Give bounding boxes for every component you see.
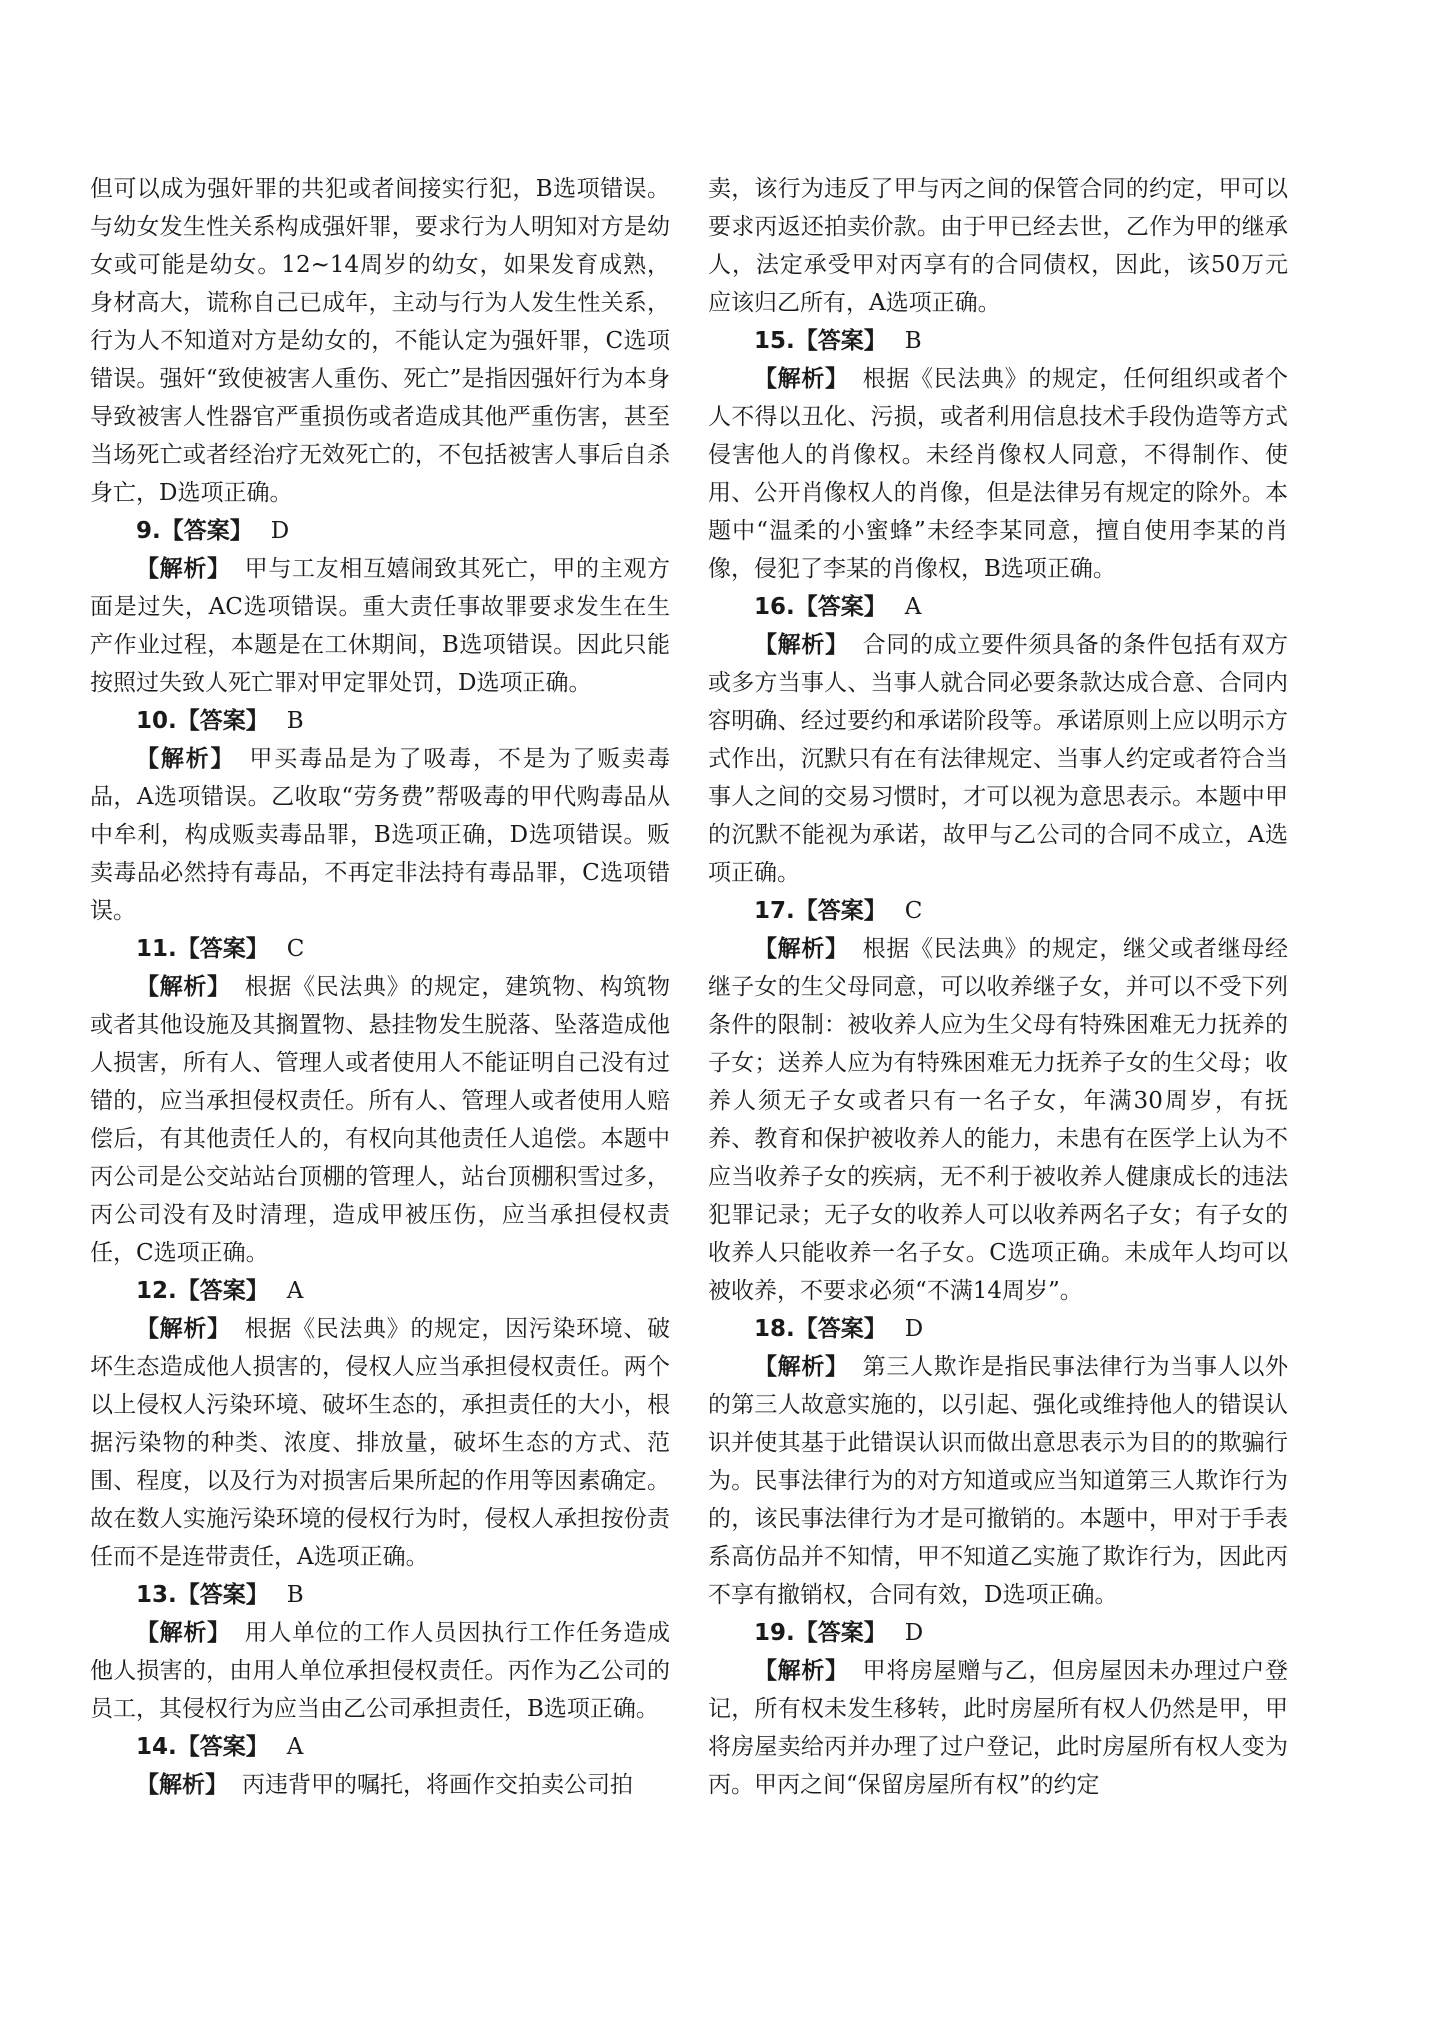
answer-value: B: [904, 328, 922, 354]
answer-value: A: [904, 594, 922, 620]
answer-tag: 【答案】: [176, 936, 269, 962]
question-number: 16.: [754, 594, 795, 620]
question-number: 17.: [754, 898, 795, 924]
question-number: 10.: [136, 708, 177, 734]
explanation-18: [708, 1348, 1288, 1614]
question-number: 13.: [136, 1582, 177, 1608]
explanation-tag: 【解析】: [136, 1316, 231, 1342]
answer-tag: 【答案】: [794, 1620, 887, 1646]
answer-value: A: [286, 1278, 304, 1304]
question-number: 18.: [754, 1316, 795, 1342]
right-intro-paragraph: 卖，该行为违反了甲与丙之间的保管合同的约定，甲可以要求丙返还拍卖价款。由于甲已经去世，乙作为甲的继承人，法定承受甲对丙享有的合同债权，因此，该50万元应该归乙所有，A选项正确。: [708, 176, 1288, 316]
answer-line-13: [90, 1576, 670, 1614]
explanation-9: [90, 550, 670, 702]
left-column: [90, 170, 670, 1804]
explanation-tag: 【解析】: [754, 1658, 849, 1684]
explanation-text: 合同的成立要件须具备的条件包括有双方或多方当事人、当事人就合同必要条款达成合意、合同内容明确、经过要约和承诺阶段等。承诺原则上应以明示方式作出，沉默只有在有法律规定、当事人约定或者符合当事人之间的交易习惯时，才可以视为意思表示。本题中甲的沉默不能视为承诺，故甲与乙公司的合同不成立，A选项正确。: [708, 632, 1289, 886]
question-number: 12.: [136, 1278, 177, 1304]
explanation-16: [708, 626, 1288, 892]
answer-value: C: [904, 898, 923, 924]
explanation-tag: 【解析】: [754, 936, 849, 962]
answer-line-15: [708, 322, 1288, 360]
explanation-12: [90, 1310, 670, 1576]
answer-tag: 【答案】: [176, 1734, 269, 1760]
question-number: 15.: [754, 328, 795, 354]
explanation-14: [90, 1766, 670, 1804]
answer-tag: 【答案】: [794, 898, 887, 924]
answer-value: C: [286, 936, 305, 962]
explanation-tag: 【解析】: [136, 1620, 231, 1646]
explanation-13: [90, 1614, 670, 1728]
explanation-tag: 【解析】: [136, 746, 236, 772]
answer-line-12: [90, 1272, 670, 1310]
explanation-text: 根据《民法典》的规定，建筑物、构筑物或者其他设施及其搁置物、悬挂物发生脱落、坠落造成他人损害，所有人、管理人或者使用人不能证明自己没有过错的，应当承担侵权责任。所有人、管理人或者使用人赔偿后，有其他责任人的，有权向其他责任人追偿。本题中丙公司是公交站站台顶棚的管理人，站台顶棚积雪过多，丙公司没有及时清理，造成甲被压伤，应当承担侵权责任，C选项正确。: [90, 974, 671, 1266]
answer-line-11: [90, 930, 670, 968]
answer-line-9: [90, 512, 670, 550]
answer-value: A: [286, 1734, 304, 1760]
left-intro-paragraph: 但可以成为强奸罪的共犯或者间接实行犯，B选项错误。与幼女发生性关系构成强奸罪，要求行为人明知对方是幼女或可能是幼女。12~14周岁的幼女，如果发育成熟，身材高大，谎称自己已成年，主动与行为人发生性关系，行为人不知道对方是幼女的，不能认定为强奸罪，C选项错误。强奸“致使被害人重伤、死亡”是指因强奸行为本身导致被害人性器官严重损伤或者造成其他严重伤害，甚至当场死亡或者经治疗无效死亡的，不包括被害人事后自杀身亡，D选项正确。: [90, 176, 670, 506]
explanation-text: 第三人欺诈是指民事法律行为当事人以外的第三人故意实施的，以引起、强化或维持他人的错误认识并使其基于此错误认识而做出意思表示为目的的欺骗行为。民事法律行为的对方知道或应当知道第三人欺诈行为的，该民事法律行为才是可撤销的。本题中，甲对于手表系高仿品并不知情，甲不知道乙实施了欺诈行为，因此丙不享有撤销权，合同有效，D选项正确。: [708, 1354, 1289, 1608]
question-number: 9.: [136, 518, 161, 544]
explanation-text: 甲与工友相互嬉闹致其死亡，甲的主观方面是过失，AC选项错误。重大责任事故罪要求发生在生产作业过程，本题是在工休期间，B选项错误。因此只能按照过失致人死亡罪对甲定罪处罚，D选项正确。: [90, 556, 671, 696]
answer-tag: 【答案】: [176, 1278, 269, 1304]
answer-line-19: [708, 1614, 1288, 1652]
explanation-tag: 【解析】: [754, 366, 849, 392]
explanation-10: [90, 740, 670, 930]
explanation-tag: 【解析】: [136, 974, 231, 1000]
explanation-text: 用人单位的工作人员因执行工作任务造成他人损害的，由用人单位承担侵权责任。丙作为乙公司的员工，其侵权行为应当由乙公司承担责任，B选项正确。: [90, 1620, 671, 1722]
explanation-text: 甲将房屋赠与乙，但房屋因未办理过户登记，所有权未发生移转，此时房屋所有权人仍然是甲，甲将房屋卖给丙并办理了过户登记，此时房屋所有权人变为丙。甲丙之间“保留房屋所有权”的约定: [708, 1658, 1289, 1798]
answer-line-14: [90, 1728, 670, 1766]
explanation-15: [708, 360, 1288, 588]
explanation-text: 丙违背甲的嘱托，将画作交拍卖公司拍: [242, 1772, 633, 1798]
explanation-text: 甲买毒品是为了吸毒，不是为了贩卖毒品，A选项错误。乙收取“劳务费”帮吸毒的甲代购毒品从中牟利，构成贩卖毒品罪，B选项正确，D选项错误。贩卖毒品必然持有毒品，不再定非法持有毒品罪，C选项错误。: [90, 746, 671, 924]
answer-line-10: [90, 702, 670, 740]
explanation-19: [708, 1652, 1288, 1804]
right-column: [708, 170, 1288, 1804]
answer-tag: 【答案】: [176, 1582, 269, 1608]
answer-value: D: [904, 1620, 924, 1646]
answer-line-16: [708, 588, 1288, 626]
explanation-text: 根据《民法典》的规定，任何组织或者个人不得以丑化、污损，或者利用信息技术手段伪造等方式侵害他人的肖像权。未经肖像权人同意，不得制作、使用、公开肖像权人的肖像，但是法律另有规定的除外。本题中“温柔的小蜜蜂”未经李某同意，擅自使用李某的肖像，侵犯了李某的肖像权，B选项正确。: [708, 366, 1289, 582]
explanation-text: 根据《民法典》的规定，继父或者继母经继子女的生父母同意，可以收养继子女，并可以不受下列条件的限制：被收养人应为生父母有特殊困难无力抚养的子女；送养人应为有特殊困难无力抚养子女的生父母；收养人须无子女或者只有一名子女，年满30周岁，有抚养、教育和保护被收养人的能力，未患有在医学上认为不应当收养子女的疾病，无不利于被收养人健康成长的违法犯罪记录；无子女的收养人可以收养两名子女；有子女的收养人只能收养一名子女。C选项正确。未成年人均可以被收养，不要求必须“不满14周岁”。: [708, 936, 1289, 1304]
answer-tag: 【答案】: [794, 328, 887, 354]
answer-value: D: [904, 1316, 924, 1342]
explanation-tag: 【解析】: [754, 632, 849, 658]
question-number: 11.: [136, 936, 177, 962]
question-number: 19.: [754, 1620, 795, 1646]
answer-tag: 【答案】: [794, 1316, 887, 1342]
answer-line-17: [708, 892, 1288, 930]
answer-value: B: [286, 708, 304, 734]
explanation-tag: 【解析】: [136, 556, 231, 582]
answer-tag: 【答案】: [160, 518, 253, 544]
answer-tag: 【答案】: [794, 594, 887, 620]
explanation-tag: 【解析】: [136, 1772, 228, 1798]
explanation-17: [708, 930, 1288, 1310]
answer-value: D: [270, 518, 290, 544]
explanation-text: 根据《民法典》的规定，因污染环境、破坏生态造成他人损害的，侵权人应当承担侵权责任。两个以上侵权人污染环境、破坏生态的，承担责任的大小，根据污染物的种类、浓度、排放量，破坏生态的方式、范围、程度，以及行为对损害后果所起的作用等因素确定。故在数人实施污染环境的侵权行为时，侵权人承担按份责任而不是连带责任，A选项正确。: [90, 1316, 671, 1570]
question-number: 14.: [136, 1734, 177, 1760]
answer-tag: 【答案】: [176, 708, 269, 734]
explanation-11: [90, 968, 670, 1272]
answer-line-18: [708, 1310, 1288, 1348]
explanation-tag: 【解析】: [754, 1354, 849, 1380]
answer-value: B: [286, 1582, 304, 1608]
